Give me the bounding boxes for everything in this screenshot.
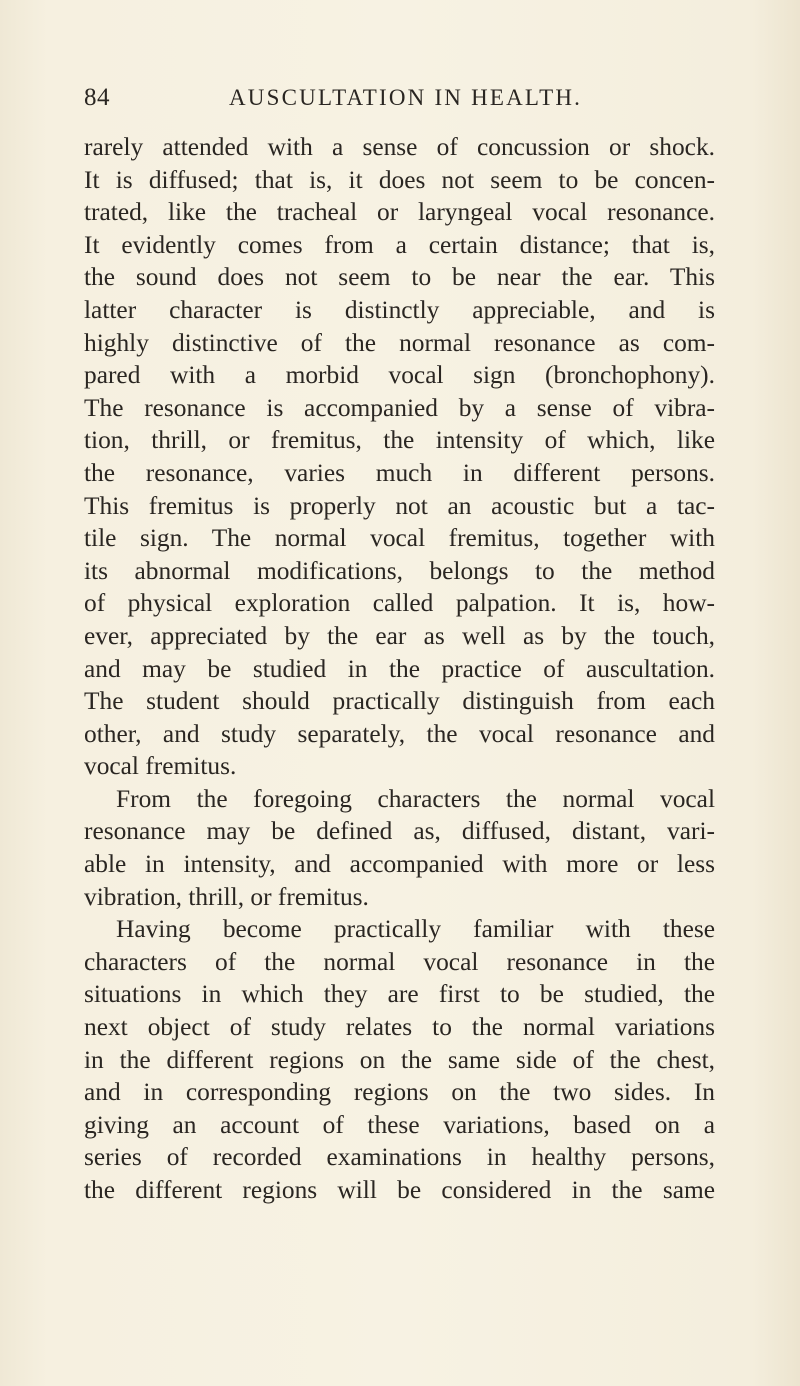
text-line: other, and study separately, the vocal resonance and [84, 719, 715, 748]
text-line: of physical exploration called palpation. It is, how- [84, 589, 715, 618]
text-line: highly distinctive of the normal resonance as com- [84, 328, 715, 357]
page-header [84, 84, 724, 116]
text-line: the resonance, varies much in different persons. [84, 458, 715, 487]
text-line: able in intensity, and accompanied with more or less [84, 850, 715, 879]
text-line: vocal fremitus. [84, 752, 237, 781]
text-line: vibration, thrill, or fremitus. [84, 882, 369, 911]
text-line: the different regions will be considered in the same [84, 1176, 715, 1204]
paragraph-start-line: Having become practically familiar with these [116, 915, 715, 944]
text-line: The resonance is accompanied by a sense of vibra- [84, 393, 715, 422]
text-line: the sound does not seem to be near the ear. This [84, 263, 715, 292]
text-line: series of recorded examinations in healthy persons, [84, 1143, 715, 1172]
text-line: in the different regions on the same side of the chest, [84, 1045, 715, 1074]
text-line: next object of study relates to the normal variations [84, 1013, 715, 1042]
text-line: giving an account of these variations, based on a [84, 1110, 715, 1139]
text-line: tile sign. The normal vocal fremitus, together with [84, 524, 715, 553]
text-line: The student should practically distinguish from each [84, 687, 715, 716]
text-line: This fremitus is properly not an acoustic but a tac- [84, 491, 715, 520]
text-line: It evidently comes from a certain distance; that is, [84, 230, 715, 259]
text-line: resonance may be defined as, diffused, distant, vari- [84, 817, 715, 846]
page-number: 84 [84, 84, 110, 111]
text-line: pared with a morbid vocal sign (bronchophony). [84, 361, 715, 390]
body-text [84, 131, 715, 1207]
text-line: situations in which they are first to be studied, the [84, 980, 715, 1009]
text-line: characters of the normal vocal resonance in the [84, 947, 715, 976]
text-line: trated, like the tracheal or laryngeal vocal resonance. [84, 198, 715, 227]
text-line: ever, appreciated by the ear as well as by the touch, [84, 621, 715, 650]
text-line: and may be studied in the practice of auscultation. [84, 654, 715, 683]
text-line: tion, thrill, or fremitus, the intensity of which, like [84, 426, 715, 455]
text-line: rarely attended with a sense of concussion or shock. [84, 133, 715, 161]
running-head: AUSCULTATION IN HEALTH. [229, 85, 583, 110]
text-line: latter character is distinctly appreciable, and is [84, 295, 715, 324]
text-line: It is diffused; that is, it does not seem to be concen- [84, 165, 715, 194]
text-line: its abnormal modifications, belongs to the method [84, 556, 715, 585]
text-line: and in corresponding regions on the two sides. In [84, 1078, 715, 1107]
paragraph-start-line: From the foregoing characters the normal vocal [116, 784, 715, 813]
